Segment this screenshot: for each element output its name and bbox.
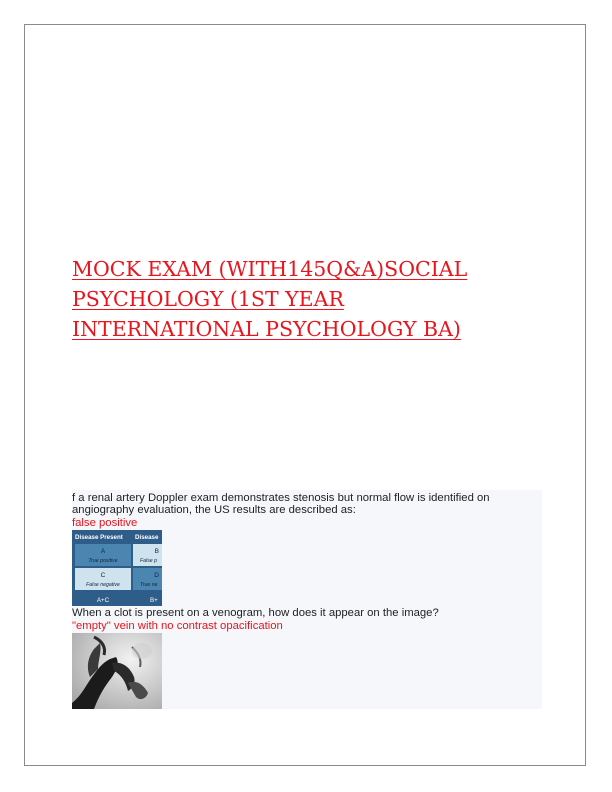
question-1: f a renal artery Doppler exam demonstrates stenosis but normal flow is identified on angiography evaluation, the US results are described as: xyxy=(72,492,490,516)
table-footer-1: A+C xyxy=(96,597,110,604)
table-footer-2: B+ xyxy=(150,597,158,604)
cell-c-label: False negative xyxy=(86,582,120,588)
cell-d-letter: D xyxy=(154,572,159,579)
cell-b-letter: B xyxy=(154,548,159,555)
cell-b-label: False p xyxy=(140,558,158,564)
cell-d-label: True ne xyxy=(140,582,158,588)
answer-2: "empty" vein with no contrast opacification xyxy=(72,620,283,632)
sensitivity-table-figure xyxy=(72,530,162,606)
title-line-1: MOCK EXAM (WITH145Q&A)SOCIAL xyxy=(72,257,468,281)
table-header-2: Disease xyxy=(135,534,159,541)
cell-a-letter: A xyxy=(100,548,106,555)
cell-c-letter: C xyxy=(100,572,106,579)
question-2: When a clot is present on a venogram, how does it appear on the image? xyxy=(72,607,439,619)
table-header-1: Disease Present xyxy=(75,534,123,541)
cell-a-label: True positive xyxy=(88,558,118,564)
document-title xyxy=(72,254,542,344)
answer-1: false positive xyxy=(72,517,138,529)
title-line-3: INTERNATIONAL PSYCHOLOGY BA) xyxy=(72,317,461,341)
qa-panel xyxy=(72,490,542,709)
venogram-image xyxy=(72,633,162,709)
title-line-2: PSYCHOLOGY (1ST YEAR xyxy=(72,287,344,311)
